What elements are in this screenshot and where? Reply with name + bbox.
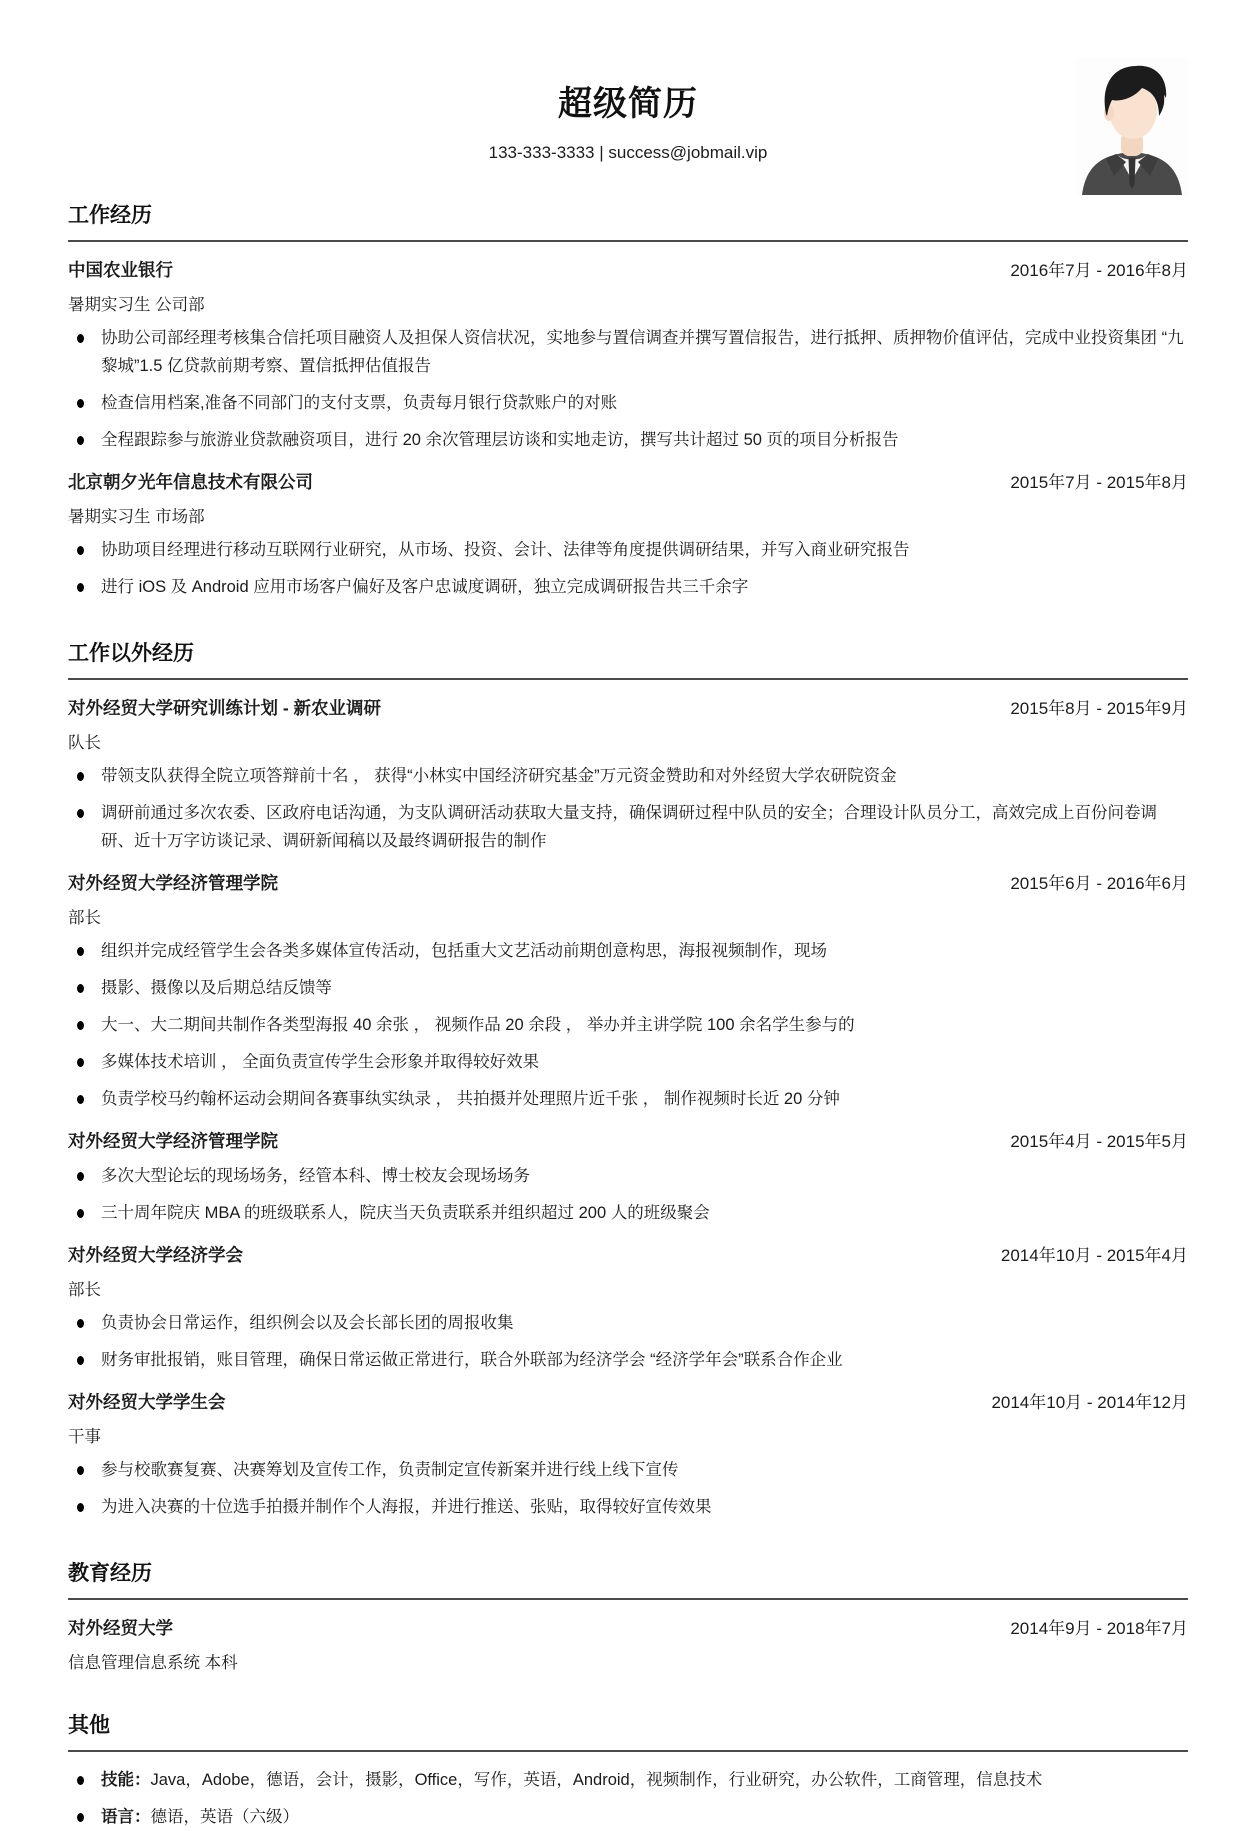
entry-header [68, 1614, 1188, 1640]
bullet-text: 负责学校马约翰杯运动会期间各赛事纨实纨录 ， 共拍摄并处理照片近千张 ， 制作视频时长近 20 分钟 [101, 1090, 840, 1108]
bullet-dot [77, 1095, 84, 1104]
entry-org: 对外经贸大学学生会 [68, 1392, 226, 1412]
entry-org: 北京朝夕光年信息技术有限公司 [68, 472, 313, 492]
person-avatar-icon [1076, 58, 1188, 195]
bullet-text: 组织并完成经管学生会各类多媒体宣传活动，包括重大文艺活动前期创意构思，海报视频制作，现场 [101, 942, 827, 960]
entry-date: 2014年10月 - 2014年12月 [991, 1393, 1188, 1412]
bullet-item [68, 1493, 1188, 1521]
bullet-item [68, 1456, 1188, 1484]
entry-header [68, 1388, 1188, 1414]
bullet-label: 语言： [101, 1808, 151, 1826]
entry-role: 暑期实习生 公司部 [68, 296, 205, 314]
entry-date: 2015年7月 - 2015年8月 [1010, 473, 1188, 492]
entry-org: 中国农业银行 [68, 260, 173, 280]
bullet-text: 大一、大二期间共制作各类型海报 40 余张 ， 视频作品 20 余段 ， 举办并主讲学院 100 余名学生参与的 [101, 1016, 855, 1034]
bullet-dot [77, 1356, 84, 1365]
resume-header [68, 76, 1188, 163]
bullet-dot [77, 1209, 84, 1218]
contact-line: 133-333-3333 | success@jobmail.vip [488, 143, 768, 162]
bullet-dot [77, 1058, 84, 1067]
bullet-text: 带领支队获得全院立项答辩前十名 ， 获得“小林实中国经济研究基金”万元资金赞助和对外经贸大学农研院资金 [101, 767, 897, 785]
bullet-item [68, 974, 1188, 1002]
bullet-dot [77, 809, 84, 818]
section-title: 工作经历 [68, 199, 1188, 242]
bullet-dot [77, 947, 84, 956]
bullet-item [68, 389, 1188, 417]
entry-date: 2015年4月 - 2015年5月 [1010, 1132, 1188, 1151]
entry-date: 2014年9月 - 2018年7月 [1010, 1619, 1188, 1638]
bullet-list [68, 937, 1188, 1113]
entry-date: 2015年8月 - 2015年9月 [1010, 699, 1188, 718]
entry-role: 部长 [68, 1281, 101, 1299]
bullet-item [68, 937, 1188, 965]
bullet-text: 调研前通过多次农委、区政府电话沟通，为支队调研活动获取大量支持，确保调研过程中队员的安全；合理设计队员分工，高效完成上百份问卷调研、近十万字访谈记录、调研新闻稿以及最终调研报告的制作 [101, 804, 1157, 850]
bullet-list [68, 1162, 1188, 1227]
bullet-dot [77, 1466, 84, 1475]
bullet-dot [77, 1813, 84, 1822]
bullet-text: 为进入决赛的十位选手拍摄并制作个人海报，并进行推送、张贴，取得较好宣传效果 [101, 1498, 712, 1516]
section-entries [68, 1614, 1188, 1673]
experience-entry [68, 1766, 1188, 1831]
bullet-item [68, 1346, 1188, 1374]
experience-entry [68, 694, 1188, 855]
experience-entry [68, 1241, 1188, 1374]
bullet-item [68, 426, 1188, 454]
resume-body [68, 199, 1188, 1831]
bullet-text: 摄影、摄像以及后期总结反馈等 [101, 979, 332, 997]
entry-header [68, 256, 1188, 282]
experience-entry [68, 1388, 1188, 1521]
bullet-item [68, 324, 1188, 380]
bullet-list [68, 1309, 1188, 1374]
entry-role: 部长 [68, 909, 101, 927]
entry-header [68, 694, 1188, 720]
resume-section [68, 199, 1188, 601]
bullet-list [68, 324, 1188, 454]
bullet-text: 多媒体技术培训 ， 全面负责宣传学生会形象并取得较好效果 [101, 1053, 540, 1071]
bullet-item [68, 762, 1188, 790]
bullet-item [68, 1803, 1188, 1831]
bullet-item [68, 799, 1188, 855]
avatar [1076, 58, 1188, 195]
bullet-item [68, 1199, 1188, 1227]
bullet-dot [77, 1319, 84, 1328]
bullet-dot [77, 334, 84, 343]
experience-entry [68, 1127, 1188, 1227]
entry-org: 对外经贸大学研究训练计划 - 新农业调研 [68, 698, 382, 718]
bullet-label: 技能： [101, 1771, 151, 1789]
bullet-item [68, 1162, 1188, 1190]
bullet-dot [77, 583, 84, 592]
bullet-text: 检查信用档案,准备不同部门的支付支票，负责每月银行贷款账户的对账 [101, 394, 618, 412]
entry-role: 暑期实习生 市场部 [68, 508, 205, 526]
bullet-item [68, 1048, 1188, 1076]
resume-section [68, 637, 1188, 1521]
entry-header [68, 1127, 1188, 1153]
bullet-item [68, 1085, 1188, 1113]
entry-role: 干事 [68, 1428, 101, 1446]
section-title: 教育经历 [68, 1557, 1188, 1600]
entry-header [68, 468, 1188, 494]
bullet-text: 协助项目经理进行移动互联网行业研究，从市场、投资、会计、法律等角度提供调研结果，并写入商业研究报告 [101, 541, 910, 559]
bullet-list [68, 1766, 1188, 1831]
bullet-list [68, 762, 1188, 855]
entry-date: 2016年7月 - 2016年8月 [1010, 261, 1188, 280]
entry-role: 信息管理信息系统 本科 [68, 1654, 238, 1672]
section-title: 其他 [68, 1709, 1188, 1752]
bullet-text: 德语，英语（六级） [150, 1808, 299, 1826]
bullet-dot [77, 1776, 84, 1785]
experience-entry [68, 468, 1188, 601]
entry-org: 对外经贸大学经济学会 [68, 1245, 243, 1265]
section-title: 工作以外经历 [68, 637, 1188, 680]
bullet-item [68, 536, 1188, 564]
bullet-dot [77, 1172, 84, 1181]
resume-section [68, 1557, 1188, 1673]
bullet-dot [77, 772, 84, 781]
resume-title: 超级简历 [558, 85, 698, 123]
experience-entry [68, 869, 1188, 1113]
entry-org: 对外经贸大学 [68, 1618, 173, 1638]
bullet-item [68, 1309, 1188, 1337]
resume-section [68, 1709, 1188, 1831]
bullet-list [68, 1456, 1188, 1521]
entry-date: 2014年10月 - 2015年4月 [1000, 1246, 1188, 1265]
bullet-text: 多次大型论坛的现场场务，经管本科、博士校友会现场场务 [101, 1167, 530, 1185]
bullet-item [68, 1011, 1188, 1039]
section-entries [68, 1766, 1188, 1831]
bullet-dot [77, 1021, 84, 1030]
experience-entry [68, 1614, 1188, 1673]
bullet-dot [77, 546, 84, 555]
bullet-text: 三十周年院庆 MBA 的班级联系人，院庆当天负责联系并组织超过 200 人的班级聚会 [101, 1204, 710, 1222]
entry-role: 队长 [68, 734, 101, 752]
entry-date: 2015年6月 - 2016年6月 [1010, 874, 1188, 893]
section-entries [68, 694, 1188, 1521]
entry-org: 对外经贸大学经济管理学院 [68, 1131, 278, 1151]
bullet-text: 全程跟踪参与旅游业贷款融资项目，进行 20 余次管理层访谈和实地走访，撰写共计超过 50 页的项目分析报告 [101, 431, 899, 449]
bullet-text: Java，Adobe，德语，会计，摄影，Office，写作，英语，Android，视频制作，行业研究，办公软件，工商管理，信息技术 [150, 1771, 1043, 1789]
bullet-list [68, 536, 1188, 601]
bullet-item [68, 573, 1188, 601]
entry-org: 对外经贸大学经济管理学院 [68, 873, 278, 893]
bullet-text: 进行 iOS 及 Android 应用市场客户偏好及客户忠诚度调研，独立完成调研报告共三千余字 [101, 578, 749, 596]
bullet-dot [77, 984, 84, 993]
bullet-dot [77, 1503, 84, 1512]
experience-entry [68, 256, 1188, 454]
bullet-text: 协助公司部经理考核集合信托项目融资人及担保人资信状况，实地参与置信调查并撰写置信报告，进行抵押、质押物价值评估，完成中业投资集团 “九黎城”1.5 亿贷款前期考察、置信抵押估值报告 [101, 329, 1184, 375]
section-entries [68, 256, 1188, 601]
bullet-text: 负责协会日常运作，组织例会以及会长部长团的周报收集 [101, 1314, 514, 1332]
bullet-text: 财务审批报销，账目管理，确保日常运做正常进行，联合外联部为经济学会 “经济学年会”联系合作企业 [101, 1351, 843, 1369]
bullet-item [68, 1766, 1188, 1794]
bullet-text: 参与校歌赛复赛、决赛筹划及宣传工作，负责制定宣传新案并进行线上线下宣传 [101, 1461, 679, 1479]
entry-header [68, 1241, 1188, 1267]
bullet-dot [77, 436, 84, 445]
bullet-dot [77, 399, 84, 408]
entry-header [68, 869, 1188, 895]
